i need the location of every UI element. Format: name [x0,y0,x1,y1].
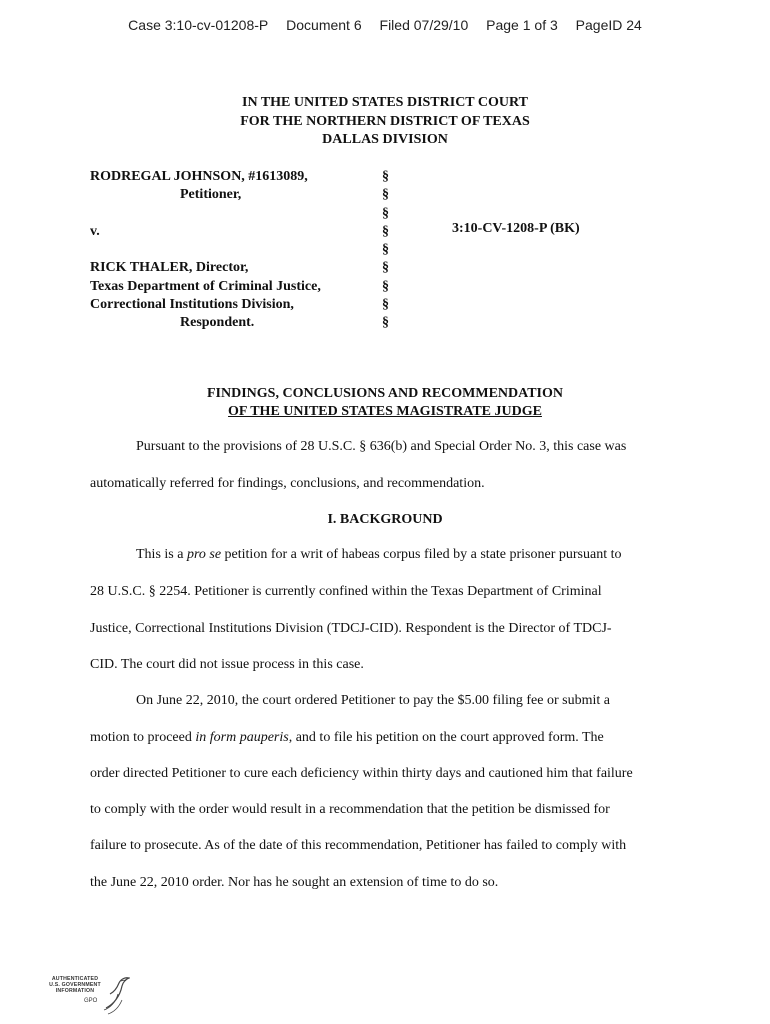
document-title [0,385,770,421]
section-heading-background: I. BACKGROUND [327,512,443,527]
title-line-1: FINDINGS, CONCLUSIONS AND RECOMMENDATION [207,386,563,401]
text-run: , and to file his petition on the court approved form. The [288,730,604,745]
paragraph-2-line-4: to comply with the order would result in a recommendation that the petition be dismissed for [90,802,610,817]
italic-text: pro se [186,547,222,562]
section-symbol: § [382,223,389,239]
seal-line-2: U.S. GOVERNMENT [49,982,101,988]
intro-line-2: automatically referred for findings, conclusions, and recommendation. [90,476,485,491]
section-symbol: § [382,278,389,294]
text-run: This is a [136,547,187,562]
section-symbol: § [382,169,389,184]
paragraph-1-line-1 [90,547,682,563]
court-line-3: DALLAS DIVISION [322,132,448,147]
paragraph-2-line-5: failure to prosecute. As of the date of this recommendation, Petitioner has failed to comply with [90,838,627,853]
petitioner-name: RODREGAL JOHNSON, #1613089, [90,169,308,184]
court-title [0,94,770,150]
seal-line-1: AUTHENTICATED [51,976,99,982]
case-number-header: Case 3:10-cv-01208-P [128,17,269,33]
respondent-division: Correctional Institutions Division, [90,297,294,313]
text-run: motion to proceed [90,730,196,745]
seal-gpo: GPO [84,998,98,1004]
case-caption-parties [90,168,321,333]
paragraph-1-line-3: Justice, Correctional Institutions Division (TDCJ-CID). Respondent is the Director of TDCJ- [90,621,612,636]
petitioner-role: Petitioner, [180,187,242,203]
respondent-name: RICK THALER, Director, [90,260,249,276]
section-symbol: § [382,315,389,331]
paragraph-1-line-4: CID. The court did not issue process in this case. [90,657,364,672]
respondent-role: Respondent. [180,315,255,331]
court-line-1: IN THE UNITED STATES DISTRICT COURT [242,95,528,110]
paragraph-1-line-2: 28 U.S.C. § 2254. Petitioner is currently confined within the Texas Department of Criminal [90,584,602,599]
paragraph-2-line-2 [90,730,682,746]
section-symbol: § [382,187,389,203]
section-symbol: § [382,205,389,221]
filed-date: Filed 07/29/10 [379,17,469,33]
page-number: Page 1 of 3 [486,17,558,33]
italic-text: in form pauperis [195,730,289,745]
gpo-authentication-seal [44,974,130,1018]
caption-blank [90,205,321,223]
eagle-icon [44,974,130,1018]
page-id: PageID 24 [575,17,642,33]
section-symbol: § [382,242,389,258]
document-number: Document 6 [286,17,362,33]
respondent-department: Texas Department of Criminal Justice, [90,278,321,294]
section-symbol: § [382,260,389,276]
section-symbol-column [382,168,389,333]
case-number: 3:10-CV-1208-P (BK) [452,221,580,236]
text-run: petition for a writ of habeas corpus filed by a state prisoner pursuant to [221,547,622,562]
caption-blank [90,241,321,259]
section-symbol: § [382,297,389,313]
paragraph-2-line-6: the June 22, 2010 order. Nor has he sought an extension of time to do so. [90,875,499,890]
paragraph-2-line-3: order directed Petitioner to cure each deficiency within thirty days and cautioned him that failure [90,766,633,781]
document-header [0,17,770,33]
paragraph-2-line-1: On June 22, 2010, the court ordered Petitioner to pay the $5.00 filing fee or submit a [136,693,610,708]
seal-line-3: INFORMATION [55,988,95,994]
title-line-2: OF THE UNITED STATES MAGISTRATE JUDGE [228,404,542,419]
intro-line-1: Pursuant to the provisions of 28 U.S.C. § 636(b) and Special Order No. 3, this case was [136,439,627,454]
court-line-2: FOR THE NORTHERN DISTRICT OF TEXAS [240,113,530,129]
versus: v. [90,223,100,239]
